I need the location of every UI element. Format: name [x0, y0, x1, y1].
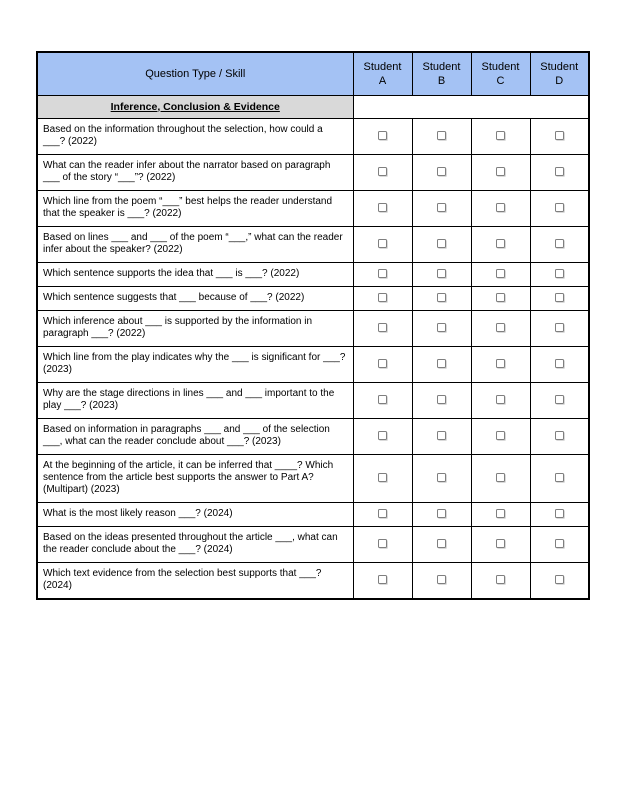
- checkbox-student-c[interactable]: [496, 239, 505, 248]
- table-row: [37, 190, 589, 226]
- checkbox-student-c[interactable]: [496, 293, 505, 302]
- checkbox-student-a[interactable]: [378, 269, 387, 278]
- checkbox-student-d[interactable]: [555, 431, 564, 440]
- question-cell: Based on the ideas presented throughout the article ___, what can the reader conclude about the ___? (2024): [37, 526, 353, 562]
- column-header-student-c: Student C: [471, 52, 530, 95]
- checkbox-cell: [530, 190, 589, 226]
- checkbox-student-c[interactable]: [496, 395, 505, 404]
- checkbox-cell: [353, 262, 412, 286]
- checkbox-student-d[interactable]: [555, 509, 564, 518]
- question-cell: Based on the information throughout the selection, how could a ___? (2022): [37, 118, 353, 154]
- checkbox-student-a[interactable]: [378, 167, 387, 176]
- table-row: [37, 502, 589, 526]
- question-cell: Which text evidence from the selection best supports that ___? (2024): [37, 562, 353, 599]
- section-title: [37, 95, 353, 118]
- checkbox-cell: [530, 262, 589, 286]
- table-row: [37, 562, 589, 599]
- checkbox-student-a[interactable]: [378, 395, 387, 404]
- checkbox-student-d[interactable]: [555, 473, 564, 482]
- section-title-text: Inference, Conclusion & Evidence: [110, 100, 280, 113]
- checkbox-cell: [471, 418, 530, 454]
- table-row: [37, 382, 589, 418]
- checkbox-student-c[interactable]: [496, 323, 505, 332]
- column-header-question: Question Type / Skill: [37, 52, 353, 95]
- checkbox-cell: [471, 310, 530, 346]
- checkbox-student-d[interactable]: [555, 575, 564, 584]
- checkbox-cell: [471, 190, 530, 226]
- checkbox-cell: [530, 454, 589, 502]
- checkbox-student-a[interactable]: [378, 203, 387, 212]
- checkbox-student-b[interactable]: [437, 323, 446, 332]
- checkbox-student-b[interactable]: [437, 473, 446, 482]
- checkbox-cell: [471, 346, 530, 382]
- checkbox-student-a[interactable]: [378, 509, 387, 518]
- checkbox-student-d[interactable]: [555, 293, 564, 302]
- checkbox-student-d[interactable]: [555, 359, 564, 368]
- checkbox-cell: [471, 154, 530, 190]
- checkbox-student-c[interactable]: [496, 473, 505, 482]
- checkbox-student-b[interactable]: [437, 203, 446, 212]
- checkbox-cell: [530, 226, 589, 262]
- checkbox-cell: [353, 382, 412, 418]
- question-cell: Which line from the poem “___” best helps the reader understand that the speaker is ___? (2022): [37, 190, 353, 226]
- question-skill-table: [36, 51, 590, 600]
- checkbox-student-d[interactable]: [555, 323, 564, 332]
- checkbox-cell: [471, 118, 530, 154]
- checkbox-student-c[interactable]: [496, 167, 505, 176]
- table-row: [37, 418, 589, 454]
- checkbox-student-b[interactable]: [437, 575, 446, 584]
- checkbox-cell: [471, 454, 530, 502]
- checkbox-cell: [353, 310, 412, 346]
- section-blank-cell: [353, 95, 589, 118]
- table-row: [37, 346, 589, 382]
- checkbox-cell: [412, 418, 471, 454]
- question-cell: Which inference about ___ is supported by the information in paragraph ___? (2022): [37, 310, 353, 346]
- checkbox-cell: [530, 526, 589, 562]
- checkbox-cell: [530, 286, 589, 310]
- checkbox-student-d[interactable]: [555, 131, 564, 140]
- checkbox-cell: [353, 346, 412, 382]
- question-cell: Based on lines ___ and ___ of the poem “___,” what can the reader infer about the speaker? (2022): [37, 226, 353, 262]
- checkbox-student-b[interactable]: [437, 359, 446, 368]
- checkbox-student-b[interactable]: [437, 395, 446, 404]
- checkbox-cell: [412, 562, 471, 599]
- checkbox-student-a[interactable]: [378, 473, 387, 482]
- checkbox-cell: [530, 562, 589, 599]
- checkbox-cell: [412, 310, 471, 346]
- checkbox-student-b[interactable]: [437, 509, 446, 518]
- checkbox-cell: [412, 502, 471, 526]
- checkbox-cell: [353, 562, 412, 599]
- checkbox-student-c[interactable]: [496, 509, 505, 518]
- checkbox-cell: [412, 526, 471, 562]
- checkbox-student-a[interactable]: [378, 359, 387, 368]
- checkbox-student-a[interactable]: [378, 131, 387, 140]
- checkbox-student-b[interactable]: [437, 239, 446, 248]
- column-header-student-d: Student D: [530, 52, 589, 95]
- table-row: [37, 526, 589, 562]
- checkbox-cell: [412, 262, 471, 286]
- checkbox-student-a[interactable]: [378, 293, 387, 302]
- checkbox-student-c[interactable]: [496, 431, 505, 440]
- checkbox-cell: [530, 118, 589, 154]
- checkbox-student-a[interactable]: [378, 575, 387, 584]
- checkbox-student-a[interactable]: [378, 539, 387, 548]
- checkbox-cell: [353, 154, 412, 190]
- checkbox-student-a[interactable]: [378, 323, 387, 332]
- column-header-student-b: Student B: [412, 52, 471, 95]
- section-row: [37, 95, 589, 118]
- checkbox-cell: [412, 382, 471, 418]
- checkbox-student-c[interactable]: [496, 359, 505, 368]
- checkbox-cell: [471, 286, 530, 310]
- checkbox-student-c[interactable]: [496, 575, 505, 584]
- checkbox-cell: [530, 382, 589, 418]
- checkbox-cell: [530, 346, 589, 382]
- checkbox-cell: [471, 262, 530, 286]
- checkbox-student-c[interactable]: [496, 203, 505, 212]
- table-row: [37, 154, 589, 190]
- checkbox-cell: [412, 454, 471, 502]
- checkbox-cell: [412, 154, 471, 190]
- checkbox-cell: [353, 526, 412, 562]
- checkbox-student-b[interactable]: [437, 167, 446, 176]
- table-row: [37, 310, 589, 346]
- checkbox-cell: [530, 418, 589, 454]
- checkbox-cell: [412, 286, 471, 310]
- checkbox-cell: [530, 502, 589, 526]
- checkbox-cell: [471, 526, 530, 562]
- checkbox-student-b[interactable]: [437, 131, 446, 140]
- checkbox-cell: [353, 454, 412, 502]
- question-cell: Which sentence supports the idea that ___ is ___? (2022): [37, 262, 353, 286]
- column-header-student-a: Student A: [353, 52, 412, 95]
- question-cell: What is the most likely reason ___? (2024): [37, 502, 353, 526]
- checkbox-cell: [471, 562, 530, 599]
- checkbox-cell: [530, 310, 589, 346]
- checkbox-cell: [412, 118, 471, 154]
- question-cell: What can the reader infer about the narrator based on paragraph ___ of the story “___”? (2022): [37, 154, 353, 190]
- checkbox-cell: [353, 502, 412, 526]
- checkbox-student-d[interactable]: [555, 539, 564, 548]
- question-cell: At the beginning of the article, it can be inferred that ____? Which sentence from the article best supports the answer to Part A? (Multipart) (2023): [37, 454, 353, 502]
- table-row: [37, 118, 589, 154]
- checkbox-cell: [353, 226, 412, 262]
- checkbox-cell: [471, 382, 530, 418]
- checkbox-cell: [530, 154, 589, 190]
- checkbox-student-c[interactable]: [496, 131, 505, 140]
- checkbox-cell: [412, 346, 471, 382]
- checkbox-student-d[interactable]: [555, 203, 564, 212]
- checkbox-student-b[interactable]: [437, 293, 446, 302]
- checkbox-student-a[interactable]: [378, 239, 387, 248]
- checkbox-cell: [412, 226, 471, 262]
- checkbox-student-c[interactable]: [496, 269, 505, 278]
- checkbox-student-b[interactable]: [437, 539, 446, 548]
- checkbox-student-b[interactable]: [437, 269, 446, 278]
- checkbox-cell: [471, 226, 530, 262]
- checkbox-student-d[interactable]: [555, 269, 564, 278]
- checkbox-student-d[interactable]: [555, 167, 564, 176]
- checkbox-cell: [353, 118, 412, 154]
- checkbox-student-d[interactable]: [555, 239, 564, 248]
- table-row: [37, 226, 589, 262]
- table-row: [37, 286, 589, 310]
- table-row: [37, 454, 589, 502]
- question-cell: Which sentence suggests that ___ because of ___? (2022): [37, 286, 353, 310]
- checkbox-cell: [353, 418, 412, 454]
- checkbox-cell: [353, 190, 412, 226]
- checkbox-student-c[interactable]: [496, 539, 505, 548]
- checkbox-cell: [471, 502, 530, 526]
- header-row: [37, 52, 589, 95]
- question-cell: Which line from the play indicates why the ___ is significant for ___? (2023): [37, 346, 353, 382]
- checkbox-cell: [353, 286, 412, 310]
- checkbox-student-a[interactable]: [378, 431, 387, 440]
- checkbox-student-b[interactable]: [437, 431, 446, 440]
- question-cell: Based on information in paragraphs ___ and ___ of the selection ___, what can the reader conclude about ___? (2023): [37, 418, 353, 454]
- question-cell: Why are the stage directions in lines ___ and ___ important to the play ___? (2023): [37, 382, 353, 418]
- table-row: [37, 262, 589, 286]
- checkbox-student-d[interactable]: [555, 395, 564, 404]
- checkbox-cell: [412, 190, 471, 226]
